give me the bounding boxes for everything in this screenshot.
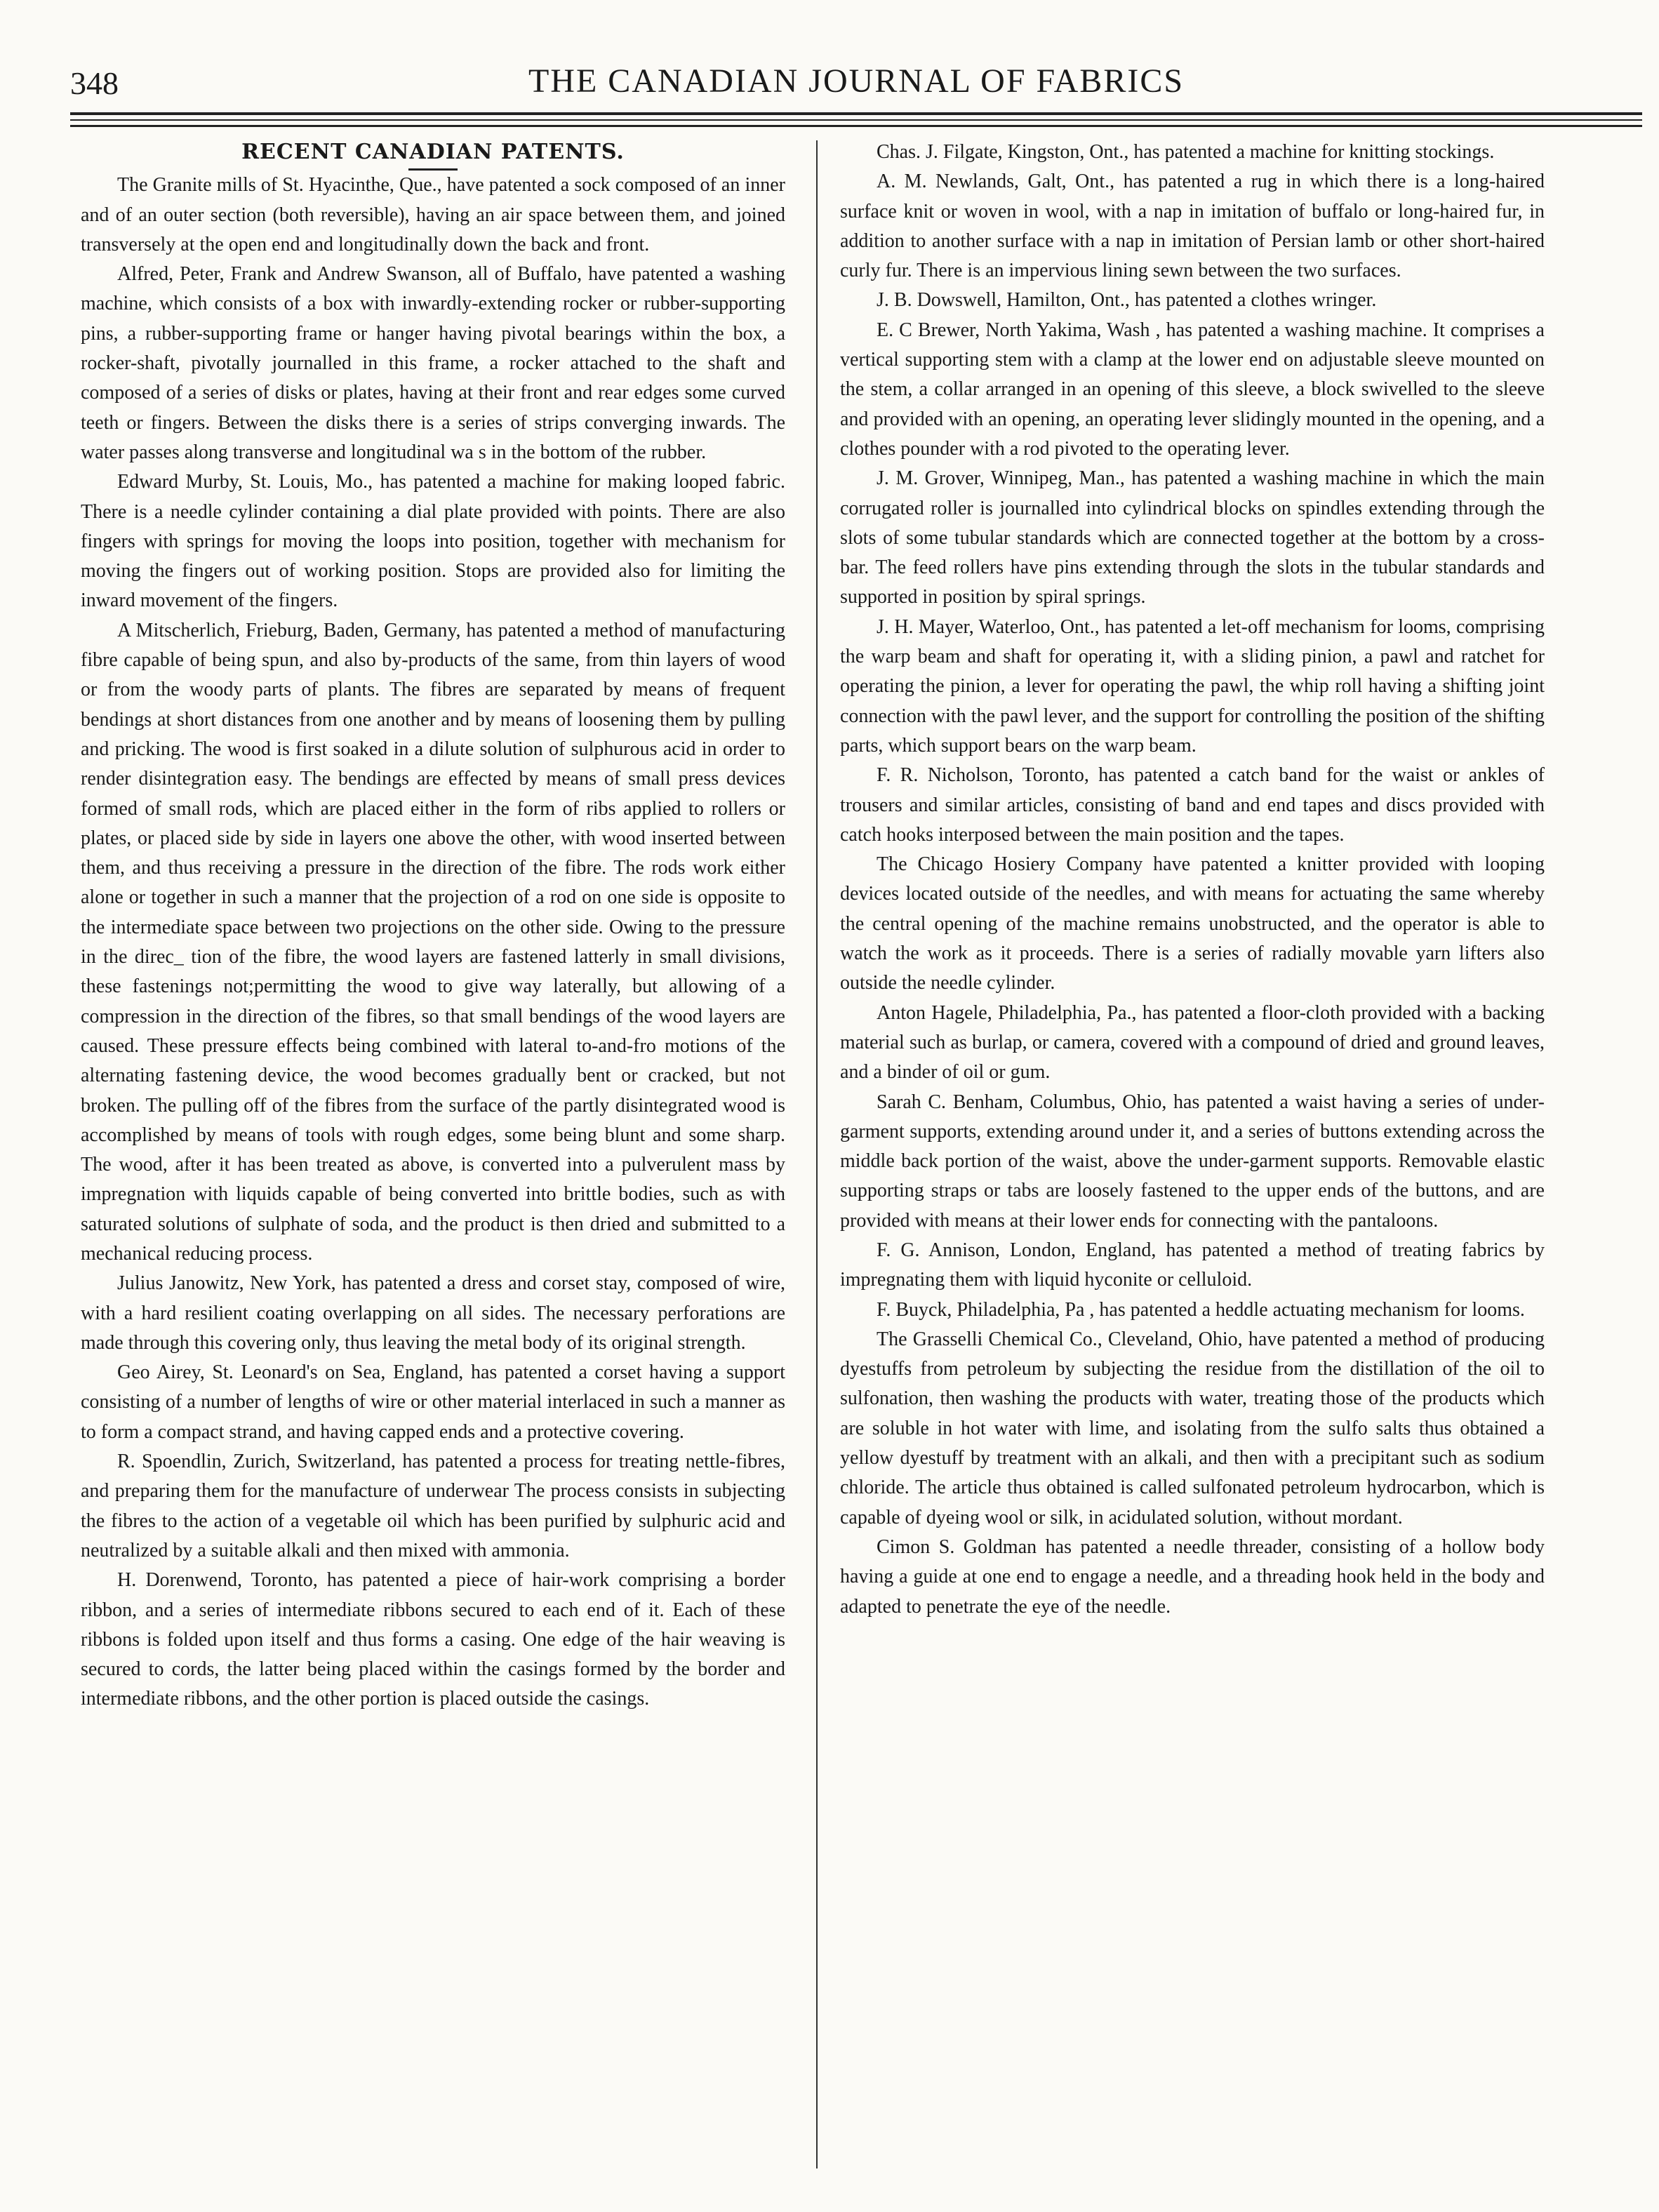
patent-entry: Julius Janowitz, New York, has patented a dress and corset stay, composed of wire, with a hard resilient coating overlapping on all sides. The necessary perforations are made through this covering only, thus leaving the metal body of its original strength. xyxy=(81,1272,785,1354)
patent-entry: E. C Brewer, North Yakima, Wash , has patented a washing machine. It comprises a vertical supporting stem with a clamp at the lower end on adjustable sleeve mounted on the stem, a collar arranged in an opening of this sleeve, a block swivelled to the sleeve and provided with an opening, an operating lever slidingly mounted in the opening, and a clothes pounder with a rod pivoted to the operating lever. xyxy=(840,319,1545,460)
patent-entry: Sarah C. Benham, Columbus, Ohio, has patented a waist having a series of under-garment supports, extending around under it, and a series of buttons extending across the middle back portion of the waist, above the under-garment supports. Removable elastic supporting straps or tabs are loosely fastened to the upper ends of the buttons, and are provided with means at their lower ends for connecting with the pantaloons. xyxy=(840,1091,1545,1232)
patent-entry: F. G. Annison, London, England, has patented a method of treating fabrics by impregnating them with liquid hyconite or celluloid. xyxy=(840,1239,1545,1291)
header-rule xyxy=(70,125,1642,127)
page-number: 348 xyxy=(70,65,119,101)
patent-entry: F. Buyck, Philadelphia, Pa , has patented a heddle actuating mechanism for looms. xyxy=(877,1298,1525,1321)
patent-entry: A Mitscherlich, Frieburg, Baden, Germany, has patented a method of manufacturing fibre capable of being spun, and also by-products of the same, from thin layers of wood or from the woody parts of plants. The fibres are separated by means of frequent bendings at short distances from one another and by means of loosening them by pulling and pricking. The wood is first soaked in a dilute solution of sulphurous acid in order to render disintegration easy. The bendings are effected by means of small press devices formed of small rods, which are placed either in the form of ribs applied to rollers or plates, or placed side by side in layers one above the other, with wood inserted between them, and thus receiving a pressure in the direction of the fibre. The rods work either alone or together in such a manner that the projection of a rod on one side is opposite to the intermediate space between two projections on the other side. Owing to the pressure in the direc_ tion of the fibre, the wood layers are fastened latterly in small divisions, these fastenings not;permitting the wood to give way laterally, but allowing of a compression in the direction of the fibres, so that small bendings of the wood layers are caused. These pressure effects being combined with lateral to-and-fro motions of the alternating fastening device, the wood becomes gradually bent or cracked, but not broken. The pulling off of the fibres from the surface of the partly disintegrated wood is accomplished by means of tools with rough edges, some being blunt and some sharp. The wood, after it has been treated as above, is converted into a pulverulent mass by impregnation with liquids capable of being converted into brittle bodies, such as with saturated solutions of sulphate of soda, and the product is then dried and submitted to a mechanical reducing process. xyxy=(81,619,785,1265)
patent-entry: J. H. Mayer, Waterloo, Ont., has patented a let-off mechanism for looms, comprising the warp beam and shaft for operating it, with a sliding pinion, a pawl and ratchet for operating the pinion, a lever for operating the pawl, the whip roll having a shifting joint connection with the pawl lever, and the support for controlling the position of the shifting parts, which support bears on the warp beam. xyxy=(840,615,1545,757)
journal-title: THE CANADIAN JOURNAL OF FABRICS xyxy=(528,62,1185,100)
right-column xyxy=(840,138,1545,1622)
patent-entry: R. Spoendlin, Zurich, Switzerland, has patented a process for treating nettle-fibres, and preparing them for the manufacture of underwear The process consists in subjecting the fibres to the action of a vegetable oil which has been purified by sulphuric acid and neutralized by a suitable alkali and then mixed with ammonia. xyxy=(81,1451,785,1561)
header-rule xyxy=(70,112,1642,115)
left-column xyxy=(81,138,785,1714)
patent-entry: Alfred, Peter, Frank and Andrew Swanson, all of Buffalo, have patented a washing machine, which consists of a box with inwardly-extending rocker or rubber-supporting pins, a rubber-supporting frame or hanger having pivotal bearings within the box, a rocker-shaft, pivotally journalled in this frame, a rocker attached to the shaft and composed of a series of disks or plates, having at their front and rear edges some curved teeth or fingers. Between the disks there is a series of strips converging inwards. The water passes along transverse and longitudinal wa s in the bottom of the rubber. xyxy=(81,263,785,463)
patent-entry: Cimon S. Goldman has patented a needle threader, consisting of a hollow body having a guide at one end to engage a needle, and a threading hook held in the body and adapted to penetrate the eye of the needle. xyxy=(840,1535,1545,1618)
header-rule xyxy=(70,119,1642,121)
patent-entry: The Chicago Hosiery Company have patented a knitter provided with looping devices located outside of the needles, and with means for actuating the same whereby the central opening of the machine remains unobstructed, and the operator is able to watch the work as it proceeds. There is a series of radially movable yarn lifters also outside the needle cylinder. xyxy=(840,853,1545,994)
patent-entry: The Grasselli Chemical Co., Cleveland, Ohio, have patented a method of producing dyestuffs from petroleum by subjecting the residue from the distillation of the oil to sulfonation, then washing the products with water, treating those of the products which are soluble in hot water with lime, and isolating from the sulfo salts thus obtained a yellow dyestuff by treatment with an alkali, and then with a precipitant such as sodium chloride. The article thus obtained is called sulfonated petroleum hydrocarbon, which is capable of dyeing wool or silk, in acidulated solution, without mordant. xyxy=(840,1328,1545,1528)
patent-entry: J. M. Grover, Winnipeg, Man., has patented a washing machine in which the main corrugated roller is journalled into cylindrical blocks on spindles extending through the slots of some tubular standards which are connected together at the bottom by a cross-bar. The feed rollers have pins extending through the slots in the tubular standards and supported in position by spiral springs. xyxy=(840,467,1545,608)
patent-entry: J. B. Dowswell, Hamilton, Ont., has patented a clothes wringer. xyxy=(877,289,1377,312)
section-heading: RECENT CANADIAN PATENTS. xyxy=(241,140,625,164)
patent-entry: A. M. Newlands, Galt, Ont., has patented a rug in which there is a long-haired surface knit or woven in wool, with a nap in imitation of buffalo or long-haired fur, in addition to another surface with a nap in imitation of Persian lamb or other short-haired curly fur. There is an impervious lining sewn between the two surfaces. xyxy=(840,171,1545,282)
patent-entry: Geo Airey, St. Leonard's on Sea, England, has patented a corset having a support consisting of a number of lengths of wire or other material interlaced in such a manner as to form a compact strand, and having capped ends and a protective covering. xyxy=(81,1361,785,1443)
patent-entry: F. R. Nicholson, Toronto, has patented a catch band for the waist or ankles of trousers and similar articles, consisting of band and end tapes and discs provided with catch hooks interposed between the main position and the tapes. xyxy=(840,764,1545,846)
column-divider xyxy=(816,140,818,2168)
patent-entry: Edward Murby, St. Louis, Mo., has patented a machine for making looped fabric. There is a needle cylinder containing a dial plate provided with points. There are also fingers with springs for moving the loops into position, together with mechanism for moving the fingers out of working position. Stops are provided also for limiting the inward movement of the fingers. xyxy=(81,471,785,612)
patent-entry: Chas. J. Filgate, Kingston, Ont., has patented a machine for knitting stockings. xyxy=(877,141,1495,163)
patent-entry: Anton Hagele, Philadelphia, Pa., has patented a floor-cloth provided with a backing material such as burlap, or camera, covered with a compound of dried and ground leaves, and a binder of oil or gum. xyxy=(840,1001,1545,1084)
patent-entry: The Granite mills of St. Hyacinthe, Que., have patented a sock composed of an inner and of an outer section (both reversible), having an air space between them, and joined transversely at the open end and longitudinally down the back and front. xyxy=(81,174,785,255)
page-header xyxy=(70,62,1642,104)
patent-entry: H. Dorenwend, Toronto, has patented a piece of hair-work comprising a border ribbon, and a series of intermediate ribbons secured to each end of it. Each of these ribbons is folded upon itself and thus forms a casing. One edge of the hair weaving is secured to cords, the latter being placed within the casings formed by the border and intermediate ribbons, and the other portion is placed outside the casings. xyxy=(81,1569,785,1710)
